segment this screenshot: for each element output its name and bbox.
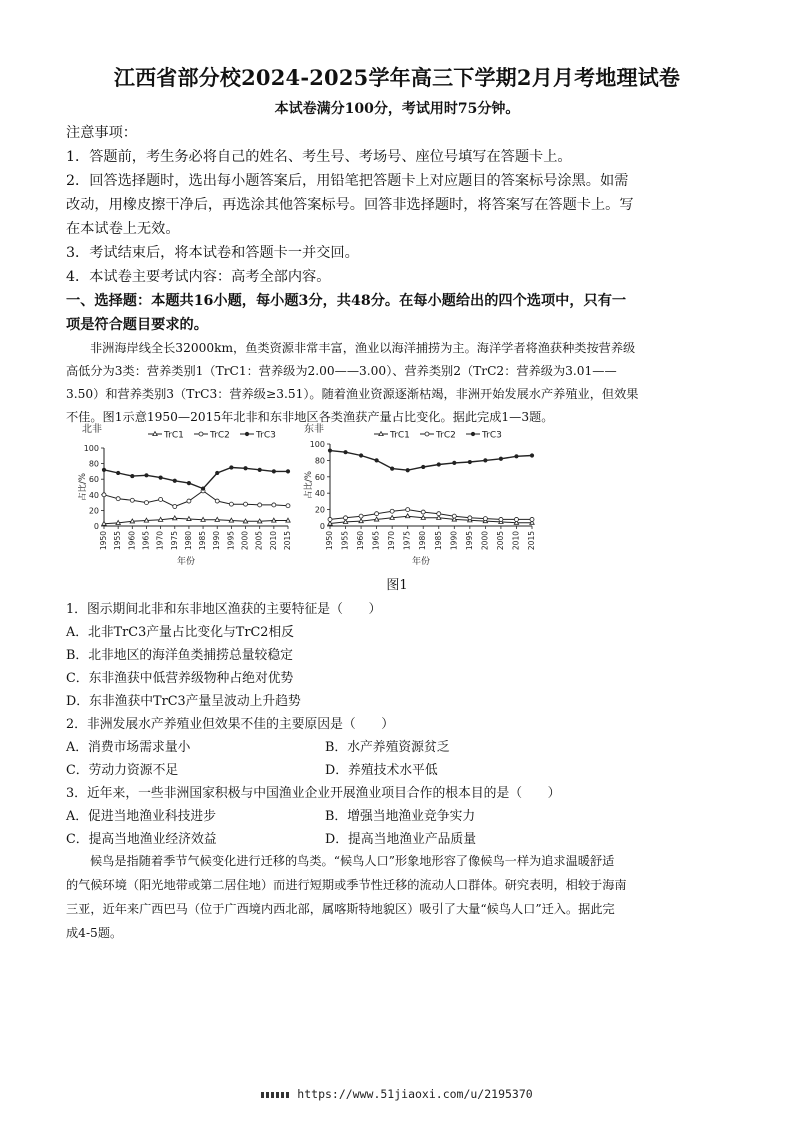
data-point-trc1 bbox=[405, 514, 409, 518]
x-tick-label: 1995 bbox=[464, 531, 474, 551]
data-point-trc3 bbox=[375, 458, 379, 462]
notice-item: 1．答题前，考生务必将自己的姓名、考生号、考场号、座位号填写在答题卡上。 bbox=[66, 149, 572, 165]
x-tick-label: 2010 bbox=[268, 531, 278, 551]
data-point-trc2 bbox=[483, 517, 487, 521]
data-point-trc3 bbox=[343, 450, 347, 454]
x-tick-label: 2000 bbox=[240, 531, 250, 551]
notice-item: 4．本试卷主要考试内容：高考全部内容。 bbox=[66, 269, 331, 285]
question-option: C．东非渔获中低营养级物种占绝对优势 bbox=[66, 671, 294, 686]
chart-title: 东非 bbox=[304, 424, 324, 435]
data-point-trc3 bbox=[468, 460, 472, 464]
data-point-trc3 bbox=[173, 479, 177, 483]
data-point-trc1 bbox=[257, 519, 261, 523]
question-option: D．东非渔获中TrC3产量呈波动上升趋势 bbox=[66, 694, 301, 709]
data-point-trc2 bbox=[130, 498, 134, 502]
data-point-trc3 bbox=[243, 466, 247, 470]
question-stem: 1．图示期间北非和东非地区渔获的主要特征是（ ） bbox=[66, 602, 382, 617]
x-tick-label: 1985 bbox=[198, 531, 208, 551]
section-heading: 一、选择题：本题共16小题，每小题3分，共48分。在每小题给出的四个选项中，只有一 bbox=[66, 293, 627, 309]
data-point-trc2 bbox=[468, 516, 472, 520]
legend-marker bbox=[471, 432, 475, 436]
x-tick-label: 1990 bbox=[449, 531, 459, 551]
data-point-trc3 bbox=[201, 486, 205, 490]
data-point-trc2 bbox=[187, 499, 191, 503]
x-tick-label: 1955 bbox=[113, 531, 123, 551]
y-axis-label: 占比/% bbox=[304, 471, 314, 499]
x-axis-label: 年份 bbox=[411, 557, 431, 567]
data-point-trc2 bbox=[406, 508, 410, 512]
data-point-trc3 bbox=[452, 461, 456, 465]
question-stem: 2．非洲发展水产养殖业但效果不佳的主要原因是（ ） bbox=[66, 717, 395, 732]
x-tick-label: 1980 bbox=[418, 531, 428, 551]
figure-caption: 图1 bbox=[386, 578, 408, 593]
data-point-trc3 bbox=[328, 448, 332, 452]
data-point-trc2 bbox=[514, 517, 518, 521]
data-point-trc2 bbox=[286, 504, 290, 508]
data-point-trc3 bbox=[187, 481, 191, 485]
question-option: D．养殖技术水平低 bbox=[325, 763, 438, 778]
y-tick-label: 100 bbox=[309, 440, 325, 449]
data-point-trc2 bbox=[215, 499, 219, 503]
data-point-trc2 bbox=[499, 517, 503, 521]
data-point-trc1 bbox=[229, 518, 233, 522]
data-point-trc2 bbox=[359, 514, 363, 518]
data-point-trc1 bbox=[201, 517, 205, 521]
legend-label: TrC3 bbox=[482, 430, 502, 441]
y-tick-label: 20 bbox=[88, 506, 99, 516]
data-point-trc3 bbox=[437, 462, 441, 466]
passage2-line: 三亚，近年来广西巴马（位于广西境内西北部，属喀斯特地貌区）吸引了大量“候鸟人口”迁入。据此完 bbox=[66, 902, 615, 916]
x-tick-label: 1960 bbox=[127, 531, 137, 551]
passage1-line: 3.50）和营养类别3（TrC3：营养级≥3.51）。随着渔业资源逐渐枯竭，非洲开始发展水产养殖业，但效果 bbox=[66, 387, 639, 401]
watermark-bar bbox=[261, 1092, 291, 1098]
data-point-trc1 bbox=[144, 518, 148, 522]
y-tick-label: 40 bbox=[314, 489, 325, 499]
question-option: C．劳动力资源不足 bbox=[66, 763, 179, 778]
legend-marker bbox=[379, 432, 383, 436]
data-point-trc1 bbox=[215, 517, 219, 521]
exam-title: 江西省部分校2024-2025学年高三下学期2月月考地理试卷 bbox=[113, 65, 681, 90]
question-option: A．北非TrC3产量占比变化与TrC2相反 bbox=[66, 625, 294, 640]
legend-marker bbox=[199, 432, 203, 436]
y-tick-label: 40 bbox=[88, 490, 99, 500]
question-option: C．提高当地渔业经济效益 bbox=[66, 832, 217, 847]
north-africa-chart bbox=[78, 420, 298, 574]
x-tick-label: 2005 bbox=[254, 531, 264, 551]
x-tick-label: 1960 bbox=[356, 531, 366, 551]
x-axis-label: 年份 bbox=[176, 557, 196, 567]
x-tick-label: 2005 bbox=[495, 531, 505, 551]
data-point-trc3 bbox=[483, 458, 487, 462]
passage2-line: 候鸟是指随着季节气候变化进行迁移的鸟类。“候鸟人口”形象地形容了像候鸟一样为追求温暖舒适 bbox=[90, 854, 615, 868]
x-tick-label: 1970 bbox=[155, 531, 165, 551]
data-point-trc3 bbox=[286, 469, 290, 473]
data-point-trc3 bbox=[144, 473, 148, 477]
passage2-line: 的气候环境（阳光地带或第二居住地）而进行短期或季节性迁移的流动人口群体。研究表明，相较于海南 bbox=[66, 878, 627, 892]
x-tick-label: 2015 bbox=[527, 531, 536, 551]
y-tick-label: 60 bbox=[314, 472, 325, 482]
legend-label: TrC2 bbox=[210, 430, 230, 441]
data-point-trc1 bbox=[187, 517, 191, 521]
x-tick-label: 1985 bbox=[433, 531, 443, 551]
data-point-trc3 bbox=[229, 465, 233, 469]
passage2-line: 成4-5题。 bbox=[66, 926, 123, 940]
data-point-trc2 bbox=[421, 510, 425, 514]
data-point-trc2 bbox=[530, 517, 534, 521]
legend-marker bbox=[245, 432, 249, 436]
x-tick-label: 1970 bbox=[387, 531, 397, 551]
data-point-trc3 bbox=[499, 457, 503, 461]
data-point-trc2 bbox=[159, 497, 163, 501]
data-point-trc3 bbox=[159, 476, 163, 480]
data-point-trc2 bbox=[144, 501, 148, 505]
y-axis-label: 占比/% bbox=[78, 473, 88, 501]
passage1-line: 非洲海岸线全长32000km，鱼类资源非常丰富，渔业以海洋捕捞为主。海洋学者将渔获种类按营养级 bbox=[90, 341, 636, 355]
notice-item: 在本试卷上无效。 bbox=[66, 221, 180, 237]
x-tick-label: 1980 bbox=[183, 531, 193, 551]
question-option: B．增强当地渔业竞争实力 bbox=[325, 809, 476, 824]
x-tick-label: 2015 bbox=[283, 531, 292, 551]
x-tick-label: 1995 bbox=[226, 531, 236, 551]
data-point-trc1 bbox=[374, 517, 378, 521]
data-point-trc1 bbox=[286, 518, 290, 522]
data-point-trc1 bbox=[421, 515, 425, 519]
data-point-trc3 bbox=[215, 471, 219, 475]
data-point-trc2 bbox=[452, 514, 456, 518]
data-point-trc2 bbox=[116, 497, 120, 501]
question-option: A．消费市场需求量小 bbox=[66, 740, 191, 755]
data-point-trc1 bbox=[116, 520, 120, 524]
y-tick-label: 100 bbox=[83, 444, 99, 453]
data-point-trc3 bbox=[390, 467, 394, 471]
question-option: B．水产养殖资源贫乏 bbox=[325, 740, 450, 755]
question-option: D．提高当地渔业产品质量 bbox=[325, 832, 477, 847]
x-tick-label: 1975 bbox=[402, 531, 412, 551]
x-tick-label: 1990 bbox=[212, 531, 222, 551]
data-point-trc3 bbox=[530, 453, 534, 457]
data-point-trc2 bbox=[390, 509, 394, 513]
notice-heading: 注意事项： bbox=[66, 125, 137, 141]
passage1-line: 不佳。图1示意1950—2015年北非和东非地区各类渔获产量占比变化。据此完成1—3题。 bbox=[66, 410, 554, 424]
data-point-trc3 bbox=[116, 471, 120, 475]
legend-marker bbox=[153, 432, 157, 436]
y-tick-label: 0 bbox=[93, 522, 99, 531]
data-point-trc2 bbox=[375, 512, 379, 516]
data-point-trc2 bbox=[229, 502, 233, 506]
data-point-trc3 bbox=[258, 468, 262, 472]
legend-label: TrC1 bbox=[164, 430, 184, 441]
x-tick-label: 1950 bbox=[325, 531, 334, 551]
data-point-trc3 bbox=[359, 453, 363, 457]
data-point-trc2 bbox=[272, 503, 276, 507]
x-tick-label: 1975 bbox=[169, 531, 179, 551]
data-point-trc3 bbox=[130, 474, 134, 478]
data-point-trc3 bbox=[421, 465, 425, 469]
legend-label: TrC1 bbox=[390, 430, 410, 441]
passage1-line: 高低分为3类：营养类别1（TrC1：营养级为2.00——3.00）、营养类别2（TrC2：营养级为3.01—— bbox=[66, 364, 617, 378]
data-point-trc3 bbox=[102, 468, 106, 472]
notice-item: 3．考试结束后，将本试卷和答题卡一并交回。 bbox=[66, 245, 359, 261]
notice-item: 改动，用橡皮擦干净后，再选涂其他答案标号。回答非选择题时，将答案写在答题卡上。写 bbox=[66, 197, 634, 213]
data-point-trc1 bbox=[359, 519, 363, 523]
data-point-trc1 bbox=[272, 518, 276, 522]
data-point-trc1 bbox=[158, 517, 162, 521]
legend-marker bbox=[425, 432, 429, 436]
exam-subtitle: 本试卷满分100分，考试用时75分钟。 bbox=[274, 101, 520, 117]
data-point-trc3 bbox=[514, 454, 518, 458]
x-tick-label: 2000 bbox=[480, 531, 490, 551]
data-point-trc1 bbox=[130, 519, 134, 523]
x-tick-label: 1965 bbox=[141, 531, 151, 551]
data-point-trc2 bbox=[328, 517, 332, 521]
y-tick-label: 60 bbox=[88, 475, 99, 485]
x-tick-label: 2010 bbox=[511, 531, 521, 551]
legend-label: TrC3 bbox=[256, 430, 276, 441]
data-point-trc2 bbox=[437, 512, 441, 516]
y-tick-label: 0 bbox=[319, 522, 325, 531]
question-option: A．促进当地渔业科技进步 bbox=[66, 809, 217, 824]
footer-url: https://www.51jiaoxi.com/u/2195370 bbox=[297, 1087, 533, 1101]
data-point-trc2 bbox=[244, 502, 248, 506]
page-footer bbox=[0, 1087, 794, 1101]
x-tick-label: 1955 bbox=[340, 531, 350, 551]
data-point-trc1 bbox=[243, 519, 247, 523]
question-option: B．北非地区的海洋鱼类捕捞总量较稳定 bbox=[66, 648, 293, 663]
x-tick-label: 1965 bbox=[371, 531, 381, 551]
data-point-trc2 bbox=[102, 493, 106, 497]
data-point-trc2 bbox=[258, 503, 262, 507]
chart-title: 北非 bbox=[82, 424, 102, 435]
data-point-trc2 bbox=[173, 505, 177, 509]
y-tick-label: 80 bbox=[314, 456, 325, 466]
data-point-trc1 bbox=[173, 516, 177, 520]
data-point-trc1 bbox=[390, 515, 394, 519]
legend-label: TrC2 bbox=[436, 430, 456, 441]
data-point-trc2 bbox=[344, 516, 348, 520]
section-heading-cont: 项是符合题目要求的。 bbox=[66, 317, 208, 333]
question-stem: 3．近年来，一些非洲国家积极与中国渔业企业开展渔业项目合作的根本目的是（ ） bbox=[66, 786, 561, 801]
data-point-trc1 bbox=[102, 521, 106, 525]
data-point-trc3 bbox=[272, 469, 276, 473]
east-africa-chart bbox=[300, 420, 540, 574]
x-tick-label: 1950 bbox=[99, 531, 108, 551]
data-point-trc3 bbox=[406, 468, 410, 472]
notice-item: 2．回答选择题时，选出每小题答案后，用铅笔把答题卡上对应题目的答案标号涂黑。如需 bbox=[66, 173, 629, 189]
y-tick-label: 80 bbox=[88, 459, 99, 469]
y-tick-label: 20 bbox=[314, 505, 325, 515]
